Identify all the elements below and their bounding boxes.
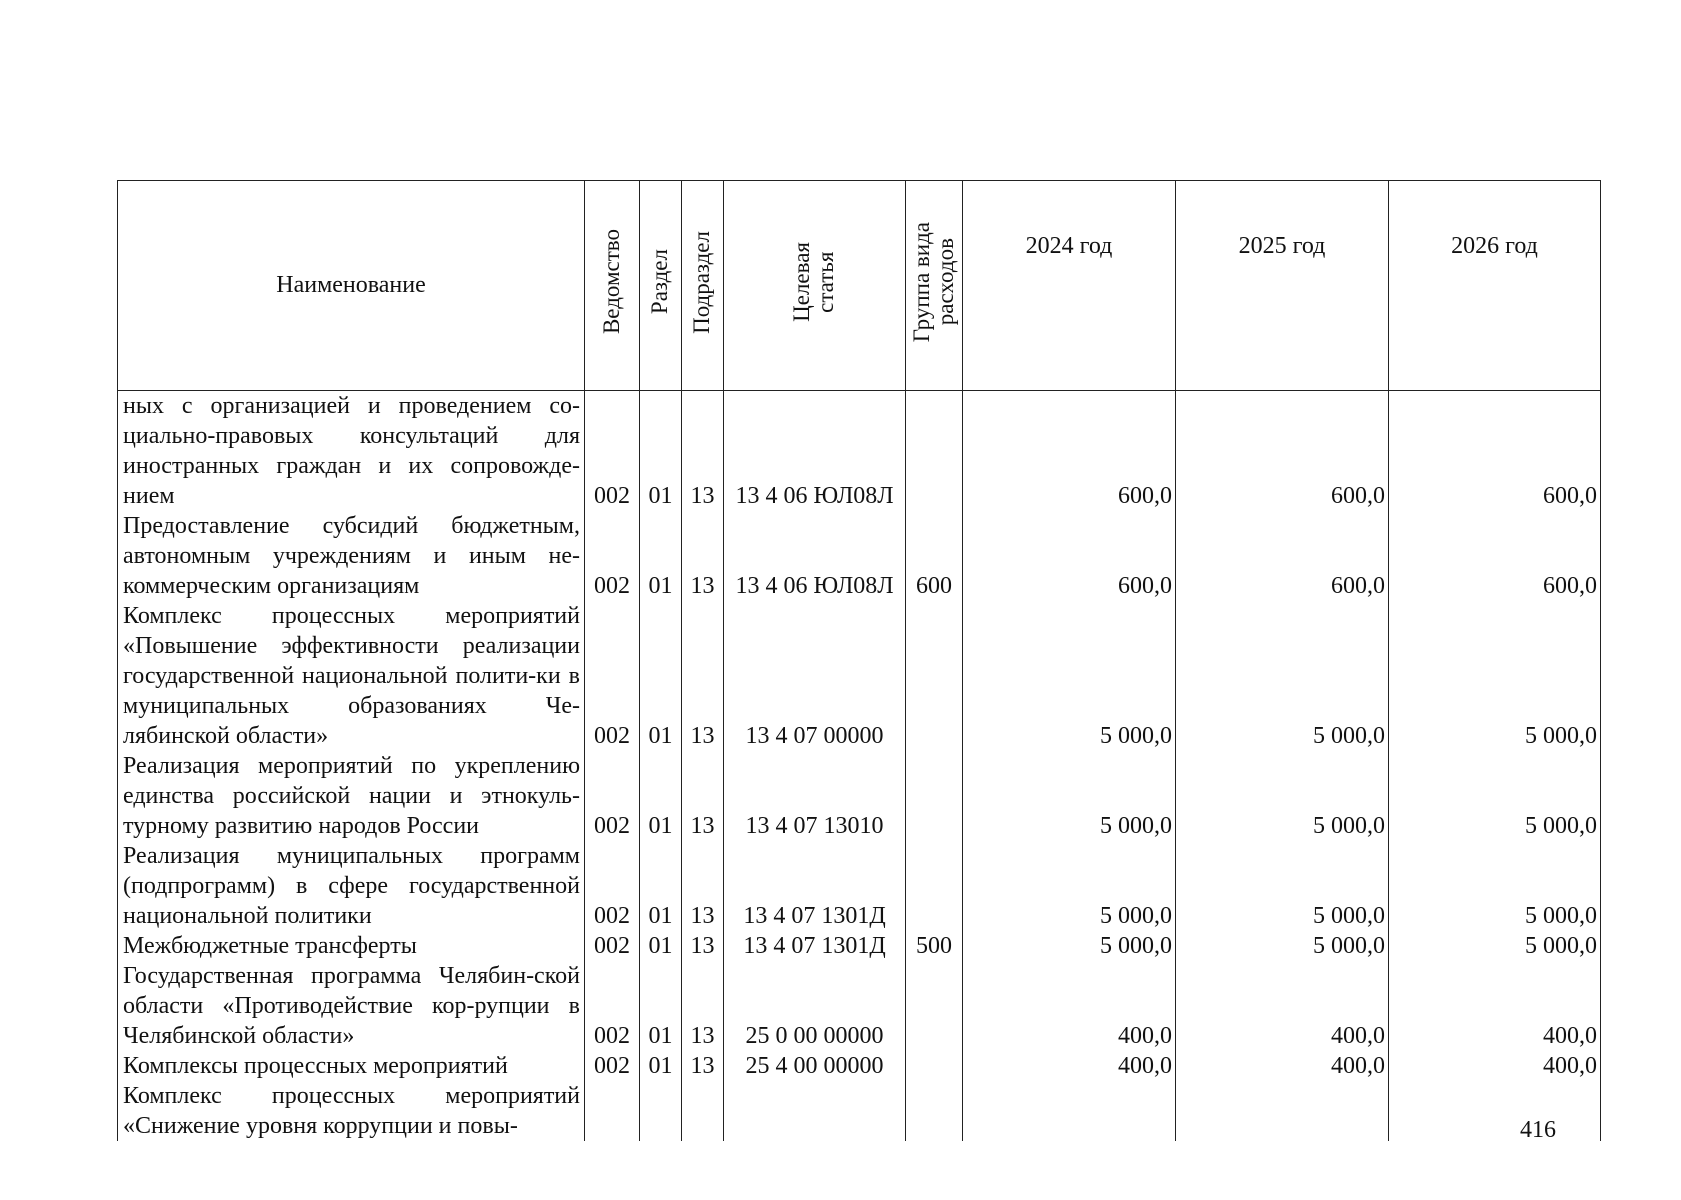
row-name: Комплекс процессных мероприятий «Повышение эффективности реализации государственной национальной полити-ки в муниципальных образованиях Че-лябинской области» xyxy=(118,601,585,751)
row-section: 01 xyxy=(640,601,682,751)
row-subsection: 13 xyxy=(682,601,724,751)
row-dept: 002 xyxy=(585,751,640,841)
row-subsection: 13 xyxy=(682,1051,724,1081)
row-section: 01 xyxy=(640,751,682,841)
row-target: 13 4 06 ЮЛ08Л xyxy=(724,511,906,601)
row-dept: 002 xyxy=(585,961,640,1051)
table-row xyxy=(118,511,1601,601)
row-name: Комплексы процессных мероприятий xyxy=(118,1051,585,1081)
row-target: 13 4 06 ЮЛ08Л xyxy=(724,391,906,512)
row-name: Межбюджетные трансферты xyxy=(118,931,585,961)
row-2024 xyxy=(963,1081,1176,1141)
row-2024: 5 000,0 xyxy=(963,931,1176,961)
row-2024: 5 000,0 xyxy=(963,601,1176,751)
row-section: 01 xyxy=(640,841,682,931)
budget-table xyxy=(117,180,1601,1141)
row-name: Предоставление субсидий бюджетным, автономным учреждениям и иным не-коммерческим организациям xyxy=(118,511,585,601)
row-subsection: 13 xyxy=(682,751,724,841)
row-name: Реализация мероприятий по укреплению единства российской нации и этнокуль-турному развитию народов России xyxy=(118,751,585,841)
row-expense-group xyxy=(906,1081,963,1141)
row-2025: 400,0 xyxy=(1176,961,1389,1051)
row-subsection: 13 xyxy=(682,961,724,1051)
row-dept xyxy=(585,1081,640,1141)
row-2025: 400,0 xyxy=(1176,1051,1389,1081)
row-2024: 5 000,0 xyxy=(963,841,1176,931)
row-2024: 5 000,0 xyxy=(963,751,1176,841)
header-2026: 2026 год xyxy=(1389,181,1601,391)
row-subsection: 13 xyxy=(682,931,724,961)
row-2026: 400,0 xyxy=(1389,1051,1601,1081)
header-2025: 2025 год xyxy=(1176,181,1389,391)
row-expense-group xyxy=(906,751,963,841)
table-row xyxy=(118,751,1601,841)
table-row xyxy=(118,961,1601,1051)
row-section: 01 xyxy=(640,961,682,1051)
table-row xyxy=(118,931,1601,961)
row-dept: 002 xyxy=(585,1051,640,1081)
row-expense-group xyxy=(906,961,963,1051)
row-target: 25 4 00 00000 xyxy=(724,1051,906,1081)
row-2026: 5 000,0 xyxy=(1389,931,1601,961)
table-row xyxy=(118,841,1601,931)
row-2025: 600,0 xyxy=(1176,391,1389,512)
row-2025 xyxy=(1176,1081,1389,1141)
row-section: 01 xyxy=(640,391,682,512)
table-row xyxy=(118,1081,1601,1141)
row-target: 13 4 07 13010 xyxy=(724,751,906,841)
row-target: 25 0 00 00000 xyxy=(724,961,906,1051)
row-2026: 600,0 xyxy=(1389,391,1601,512)
row-2024: 400,0 xyxy=(963,1051,1176,1081)
header-subsection: Подраздел xyxy=(682,181,724,391)
row-target: 13 4 07 00000 xyxy=(724,601,906,751)
row-subsection: 13 xyxy=(682,841,724,931)
row-section: 01 xyxy=(640,1051,682,1081)
row-2026: 400,0 xyxy=(1389,961,1601,1051)
row-dept: 002 xyxy=(585,931,640,961)
row-name: Государственная программа Челябин-ской области «Противодействие кор-рупции в Челябинской области» xyxy=(118,961,585,1051)
row-2026 xyxy=(1389,1081,1601,1141)
header-name: Наименование xyxy=(118,181,585,391)
row-2025: 5 000,0 xyxy=(1176,931,1389,961)
row-2025: 5 000,0 xyxy=(1176,841,1389,931)
row-2025: 5 000,0 xyxy=(1176,601,1389,751)
table-row xyxy=(118,601,1601,751)
row-2024: 400,0 xyxy=(963,961,1176,1051)
row-section xyxy=(640,1081,682,1141)
row-2026: 5 000,0 xyxy=(1389,841,1601,931)
row-expense-group: 500 xyxy=(906,931,963,961)
row-subsection: 13 xyxy=(682,511,724,601)
row-expense-group xyxy=(906,391,963,512)
header-target: Целевая статья xyxy=(724,181,906,391)
header-2024: 2024 год xyxy=(963,181,1176,391)
row-2025: 600,0 xyxy=(1176,511,1389,601)
row-target: 13 4 07 1301Д xyxy=(724,841,906,931)
row-target xyxy=(724,1081,906,1141)
row-dept: 002 xyxy=(585,511,640,601)
row-2024: 600,0 xyxy=(963,511,1176,601)
row-expense-group: 600 xyxy=(906,511,963,601)
row-2026: 600,0 xyxy=(1389,511,1601,601)
row-2025: 5 000,0 xyxy=(1176,751,1389,841)
row-target: 13 4 07 1301Д xyxy=(724,931,906,961)
row-subsection: 13 xyxy=(682,391,724,512)
table-header xyxy=(118,181,1601,391)
table-row xyxy=(118,391,1601,512)
header-section: Раздел xyxy=(640,181,682,391)
row-name: Комплекс процессных мероприятий «Снижение уровня коррупции и повы- xyxy=(118,1081,585,1141)
table-body xyxy=(118,391,1601,1142)
row-2026: 5 000,0 xyxy=(1389,751,1601,841)
row-expense-group xyxy=(906,601,963,751)
row-name: Реализация муниципальных программ (подпрограмм) в сфере государственной национальной политики xyxy=(118,841,585,931)
row-2024: 600,0 xyxy=(963,391,1176,512)
row-expense-group xyxy=(906,1051,963,1081)
page-number: 416 xyxy=(1520,1117,1556,1143)
table-row xyxy=(118,1051,1601,1081)
row-dept: 002 xyxy=(585,601,640,751)
row-section: 01 xyxy=(640,511,682,601)
row-section: 01 xyxy=(640,931,682,961)
header-dept: Ведомство xyxy=(585,181,640,391)
row-dept: 002 xyxy=(585,841,640,931)
row-dept: 002 xyxy=(585,391,640,512)
header-expense-group: Группа вида расходов xyxy=(906,181,963,391)
row-name: ных с организацией и проведением со-циально-правовых консультаций для иностранных граждан и их сопровожде-нием xyxy=(118,391,585,512)
row-subsection xyxy=(682,1081,724,1141)
row-2026: 5 000,0 xyxy=(1389,601,1601,751)
row-expense-group xyxy=(906,841,963,931)
